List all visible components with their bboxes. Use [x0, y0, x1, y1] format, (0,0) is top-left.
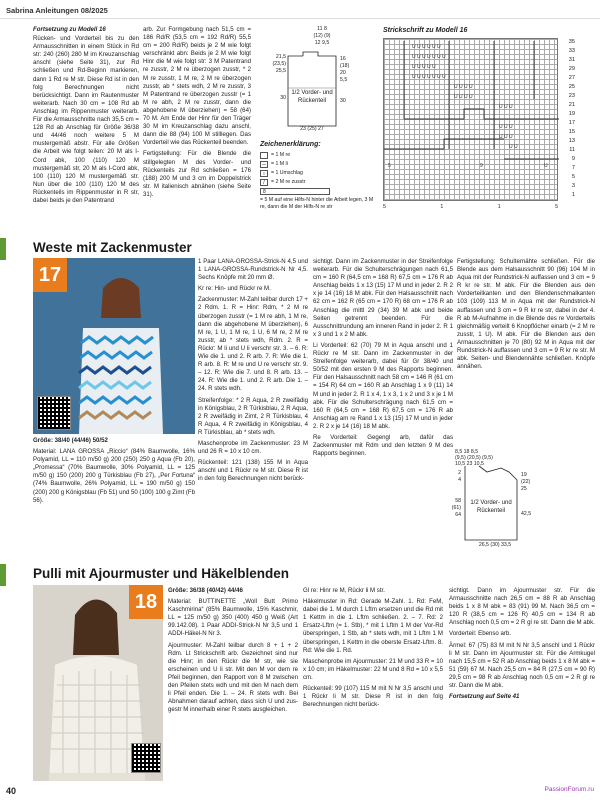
legend16-item-4: / = 2 M re zusstr — [260, 178, 380, 187]
model17-c3p2: Li Vorderteil: 62 (70) 79 M in Aqua anschl und 1 Rückr re M str. Dann im Zackenmuster in der Streifenfolge weiterarb, dabei für Gr 38/40 und 50/52 mit den ersten 9 M des Rapports beginnen. Für den Halsausschnitt nach 58 cm = 146 R (61 cm = 154 R) 64 cm = 160 R ab Anschlag 1 x 9 (11) 14 M und in jeder 2. R 1 x 4, 1 x 3, 1 x 2 und 3 x je 1 M abk. Für die Schulterschrägung nach 61,5 cm = 160 R (64,5 cm = 168 R) 67,5 cm = 176 R ab Anschlag am re Rand 1 x 13 (15) 17 M und in jeder 2. R 2 x je 14 (16) 18 M abk. — [313, 341, 453, 430]
qr-code-icon[interactable] — [37, 396, 71, 430]
section18-marker — [0, 564, 6, 586]
model17-c2p5: Maschenprobe im Zackenmuster: 23 M und 26 R = 10 x 10 cm. — [198, 439, 308, 456]
schem17-bottom: 26,5 (30) 33,5 — [478, 542, 512, 548]
schem16-bottom: 23 (25) 27 — [300, 126, 324, 132]
model18-ajour: Ajourmuster: M-Zahl teilbar durch 8 + 1 + 2 Rdm. Lt Strickschrift arb. Gezeichnet sind nur die Hinr; in den Rückr die M str, wie sie erscheinen und U li str. Mit den M vor dem re Pfeil beginnen, den Rapport von 8 M zwischen den Pfeilen stets wdh und mit den M nach dem li Pfeil enden. Die 1. – 24. R stets wdh. Bei Abnahmen darauf achten, dass sich U und zus-gestr M innerhalb einer R stets ausgleichen. — [168, 641, 298, 714]
model17-col1 — [33, 437, 195, 508]
svg-text:U U U U U U U: U U U U U U U — [412, 74, 446, 80]
svg-text:U U U: U U U — [499, 134, 513, 140]
col1-top-body: Rücken- und Vorderteil bis zu den Armausschnitten in einem Stück in Rd str: 240 (260) 280 M im Kreuzanschlag anschl (siehe Seite 31), zur Rd schließen und Rd-Beginn markieren, dann 1 Rd re M str. Diese Rd ist in den folg Berechnungen nicht berücksichtigt. Dann im Rautenmuster weiterarb. Nach 30 cm = 108 Rd ab Anschlag im Rippenmuster weiterarb. Für die Armausschnitte nach 35,5 cm = 128 Rd ab Anschlag für Größe 36/38 und 44/46 noch weitere 5 M mustergemäß abstr. Für alle Größen die Arbeit wie folgt teilen: 20 M als I-Cord abk, 100 (110) 120 M mustergemäß str, 20 M als I-Cord abk, 100 (110) 120 M mustergemäß str. Nun über die 100 (110) 120 M des Rückenteils im Rippenmuster in R str, dabei beids je den Patentrand — [33, 35, 139, 204]
svg-text:U: U — [544, 163, 548, 169]
model18-title: Pulli mit Ajourmuster und Häkelblenden — [33, 566, 290, 581]
model17-size: Größe: 38/40 (44/46) 50/52 — [33, 437, 108, 444]
schematic-model17 — [451, 449, 595, 554]
svg-text:9: 9 — [480, 163, 483, 169]
model17-c2p2: Kr re: Hin- und Rückr re M. — [198, 285, 271, 293]
model17-title: Weste mit Zackenmuster — [33, 240, 192, 255]
watermark: PassionForum.ru — [544, 786, 594, 793]
model17-number-badge: 17 — [33, 258, 67, 292]
model18-c2p1: Gl re: Hinr re M, Rückr li M str. — [303, 587, 385, 594]
schem17-right: 19 (22) 25 42,5 — [521, 472, 532, 517]
schem16-right: 16 (18) 20 5,5 30 — [340, 56, 350, 104]
model17-col2 — [198, 258, 308, 486]
legend16-note: = 5 M auf eine Hilfs-N hinter die Arbeit legen, 3 M re, dann die M der Hilfs-N re str — [260, 197, 374, 210]
schem16-left: 21,5 (23,5) 25,5 30 — [272, 54, 286, 101]
model18-c3p3: Ärmel: 67 (75) 83 M mit N Nr 3,5 anschl und 1 Rückr li M str. Dann im Ajourmuster str. Für die Armkugel nach 15,5 cm = 52 R ab Anschlag beids 1 x 8 M abk = 51 (59) 67 M. Nach 25,5 cm = 84 R (27,5 cm = 90 R) 29,5 cm = 98 R ab Anschlag noch 0,5 cm = 2 R gl re str. Dann die M abk. — [449, 641, 595, 690]
chart16-row-numbers: 35 33 31 29 27 25 23 21 19 17 15 13 11 9 7 5 3 1 — [568, 39, 575, 198]
schem17-label: 1/2 Vorder- und Rückenteil — [470, 500, 512, 514]
legend16-title: Zeichenerklärung: — [260, 141, 321, 148]
model18-size: Größe: 36/38 (40/42) 44/46 — [168, 587, 243, 594]
svg-text:U U U U: U U U U — [454, 94, 473, 100]
knitting-chart-model16 — [383, 26, 595, 230]
section17-marker — [0, 238, 6, 260]
schem16-label: 1/2 Vorder- und Rückenteil — [291, 90, 333, 104]
svg-text:U U U: U U U — [499, 104, 513, 110]
continuation-intro: Fortsetzung zu Modell 16 — [33, 26, 106, 33]
model18-col3 — [449, 587, 595, 704]
model17-c2p6: Rückenteil: 121 (138) 155 M in Aqua anschl und 1 Rückr re M str. Diese R ist in den folg Berechnungen nicht berück- — [198, 459, 308, 483]
col2-top — [143, 26, 251, 202]
cable-symbol-icon: 8 — [260, 188, 330, 195]
col2-top-p2: Fertigstellung: Für die Blende die stillgelegten M des Vorder- und Rückenteils zur Rd schließen = 176 (188) 200 M und 3 cm im Doppelstrick str. M italienisch abnähen (siehe Seite 31). — [143, 150, 251, 198]
svg-text:U U U U U: U U U U U — [412, 64, 436, 70]
model17-c4p1: Fertigstellung: Schulternähte schließen. Für die Blende aus dem Halsausschnitt 90 (96) 104 M in Aqua mit der Rundstrick-N auffassen und 3 cm = 9 R kr re str. M abk. Für die Blenden aus den Vorderteilkanten und den Blendenschmalkanten 103 (109) 113 M in Aqua mit der Rundstrick-N auffassen und 3 cm = 9 R kr re str, dabei in der 4. R ab M-Aufnahme in die Blende des re Vorderteils gleichmäßig verteilt 6 Knopflöcher einarb (= 2 M re zusstr, 1 U). M abk. Für die Blenden aus den Armausschnitten je 70 (80) 92 M in Aqua mit der Rundstrick-N auffassen und 3 cm = 9 R kr re str. M abk. Seiten- und Blendennähte schließen. Knöpfe annähen. — [457, 258, 595, 371]
model17-c2p4: Streifenfolge: * 2 R Aqua, 2 R zweifädig in Königsblau, 2 R Türkisblau, 2 R Aqua, 2 R zweifädig in Zimt, 2 R Türkisblau, 4 R Aqua, 4 R zweifädig in Königsblau, 4 R Türkisblau, ab * stets wdh. — [198, 396, 308, 436]
model18-col1 — [168, 587, 298, 717]
model18-material: Material: BUTTINETTE „Woll Butt Primo Kaschmirina“ (85% Baumwolle, 15% Kaschmir, LL = 125 m/50 g) 350 (400) 450 g Weiß (Art 99.142.08). 1 Paar ADDI-Strick-N Nr 3,5 und 1 ADDI-Häkel-N Nr 3. — [168, 598, 298, 638]
continue-note: Fortsetzung auf Seite 41 — [449, 693, 520, 701]
schem17-left-measure: 58 (61) 64 — [451, 498, 461, 518]
model17-col3 — [313, 258, 453, 461]
knit-symbol-icon — [260, 152, 268, 159]
model17-c2p1: 1 Paar LANA-GROSSA-Strick-N 4,5 und 1 LANA-GROSSA-Rundstrick-N Nr 4,5. Sechs Knöpfe mit 20 mm Ø. — [198, 258, 308, 282]
schem17-left-small: 2 4 — [458, 470, 461, 483]
legend16-item-5 — [260, 187, 380, 196]
model17-photo — [33, 258, 195, 434]
schem16-top-a: 11 8 (12) (9) 12 9,5 — [313, 26, 331, 46]
svg-text:U U U: U U U — [499, 124, 513, 130]
svg-text:U U U U U U U: U U U U U U U — [412, 54, 446, 60]
qr-code-icon[interactable] — [131, 743, 161, 773]
model17-col4 — [457, 258, 595, 374]
legend16-item-2: – = 1 M li — [260, 160, 380, 169]
model17-material: Material: LANA GROSSA „Riccio“ (84% Baumwolle, 16% Polyamid, LL = 110 m/50 g) 200 (250) 250 g Aqua (Fb 20), „Promessa“ (70% Baumwolle, 30% Polyamid, LL = 125 m/50 g) 150 (200) 200 g Türkisblau (Fb 27), „Per Fortuna“ (74% Baumwolle, 26% Polyamid, LL = 190 m/50 g) 150 (200) 200 g Königsblau (Fb 51) und 50 (100) 100 g Zimt (Fb 56). — [33, 448, 195, 504]
col1-top — [33, 26, 139, 208]
model18-photo — [33, 585, 163, 781]
schematic-model16 — [258, 26, 376, 134]
legend16-item-3: ○ = 1 Umschlag — [260, 169, 380, 178]
svg-text:U U U U U U: U U U U U U — [412, 44, 441, 50]
chart16-cable-pattern — [384, 39, 559, 202]
header-divider — [0, 18, 600, 19]
model17-c2p3: Zackenmuster: M-Zahl teilbar durch 17 + 2 Rdm. 1. R = Hinr: Rdm, * 2 M re überzogen zusstr (= 1 M re abh, 1 M re, dann die abgehobene M überziehen), 6 M re, 1 U, 1 M re, 1 U, 6 M re, 2 M re zusstr, ab * stets wdh, Rdm. 2. R = Rückr: M li und U li verschr str. 3. – 6. R: Wie die 1. und 2. R arb. 7. R: Wie die 1. R arb. 8. R: M re und U re verschr str. 9. – 12. R: Wie die 7. und 8. R arb. 13. – 24. R: Wie die 1. und 2. R arb. Die 1. – 24. R stets wdh. — [198, 296, 308, 393]
magazine-header: Sabrina Anleitungen 08/2025 — [6, 6, 108, 15]
model18-c3p2: Vorderteil: Ebenso arb. — [449, 630, 511, 638]
chart16-bottom-labels: 5 1 1 5 — [383, 204, 558, 210]
chart16-title: Strickschrift zu Modell 16 — [383, 27, 468, 34]
svg-text:U U U U: U U U U — [454, 84, 473, 90]
legend16-item-1: = 1 M re — [260, 151, 380, 160]
model18-c2p2: Häkelmuster in Rd: Gerade M-Zahl. 1. Rd: FeM, dabei die 1. M durch 1 Lftm ersetzen und die Rd mit 1 Kettm in die 1. Lftm schließen. 2. – 7. Rd: 2 Ersatz-Lftm (= 1. Stb), * mit 1 Lftm 1 M der Vor-Rd überspringen, 1 Stb, ab * stets wdh, mit 1 Lftm 1 M überspringen, 1 Kettm in die oberste Ersatz-Lftm. 8. Rd: Wie die 1. Rd. — [303, 598, 443, 654]
model18-c3p1: sichtigt. Dann im Ajourmuster str. Für die Armausschnitte nach 26,5 cm = 88 R ab Anschlag beids 1 x 8 M abk = 83 (91) 99 M. Nach 36,5 cm = 120 R (38,5 cm = 126 R) 40,5 cm = 134 R ab Anschlag noch 0,5 cm = 2 R gl re str. Dann die M abk. — [449, 587, 595, 627]
schem17-top: 8,5 18 8,5 (9,5) (20,5) (9,5) 10,5 23 10,5 — [455, 449, 493, 467]
model17-c3p1: sichtigt. Dann im Zackenmuster in der Streifenfolge weiterarb. Für die Schulterschrägungen nach 61,5 cm = 160 R (64,5 cm = 168 R) 67,5 cm = 176 R ab Anschlag beids 1 x 13 (15) 17 M und in jeder 2. R 2 x je 14 (16) 18 M abk. Für den Halsausschnitt nach 62 cm = 162 R (65 cm = 170 R) 68 cm = 176 R ab Anschlag die mittl 29 (34) 39 M abk und beide Seiten getrennt beenden. Für die Ausschnittrundung am inneren Rand in jeder 2. R 1 x 3 und 1 x 2 M abk. — [313, 258, 453, 338]
col2-top-p1: arb. Zur Formgebung nach 51,5 cm = 186 Rd/R (53,5 cm = 192 Rd/R) 55,5 cm = 200 Rd/R) beids je 2 M wie folgt verschränkt abn: Beids je 2 M wie folgt Hinr die M wie folgt str: 3 M Patentrand re zusstr, 2 M re überzogen zusstr, * 2 M re zusstr, 1 M re, 2 M re überzogen zusstr, ab * stets wdh, 2 M re zusstr, 3 M Patentrand re überzogen zusstr (= 1 M re abh, 2 M re zusstr, dann die abgehobene M überziehen) = 58 (64) 70 M. Am Ende der Hinr für den Träger 30 M im Kreuzanschlag dazu anschl, dann die 88 (94) 100 M stilllegen. Das Vorderteil wie das Rückenteil beenden. — [143, 26, 251, 147]
svg-text:U U: U U — [509, 144, 518, 150]
legend-model16 — [260, 140, 380, 210]
model18-number-badge: 18 — [129, 585, 163, 619]
model18-c2p4: Rückenteil: 99 (107) 115 M mit N Nr 3,5 anschl und 1 Rückr li M str. Diese R ist in den folg Berechnungen nicht berück- — [303, 685, 443, 709]
model17-c3p3: Re Vorderteil: Gegengl arb, dafür das Zackenmuster mit Rdm und den letzten 9 M des Rapports beginnen. — [313, 433, 453, 458]
svg-text:5: 5 — [388, 163, 391, 169]
model18-col2 — [303, 587, 443, 712]
chart16-grid — [383, 38, 558, 201]
model18-c2p3: Maschenprobe im Ajourmuster: 21 M und 33 R = 10 x 10 cm; im Häkelmuster: 22 M und 8 Rd = 10 x 5,5 cm. — [303, 657, 443, 681]
page-number: 40 — [6, 786, 17, 796]
